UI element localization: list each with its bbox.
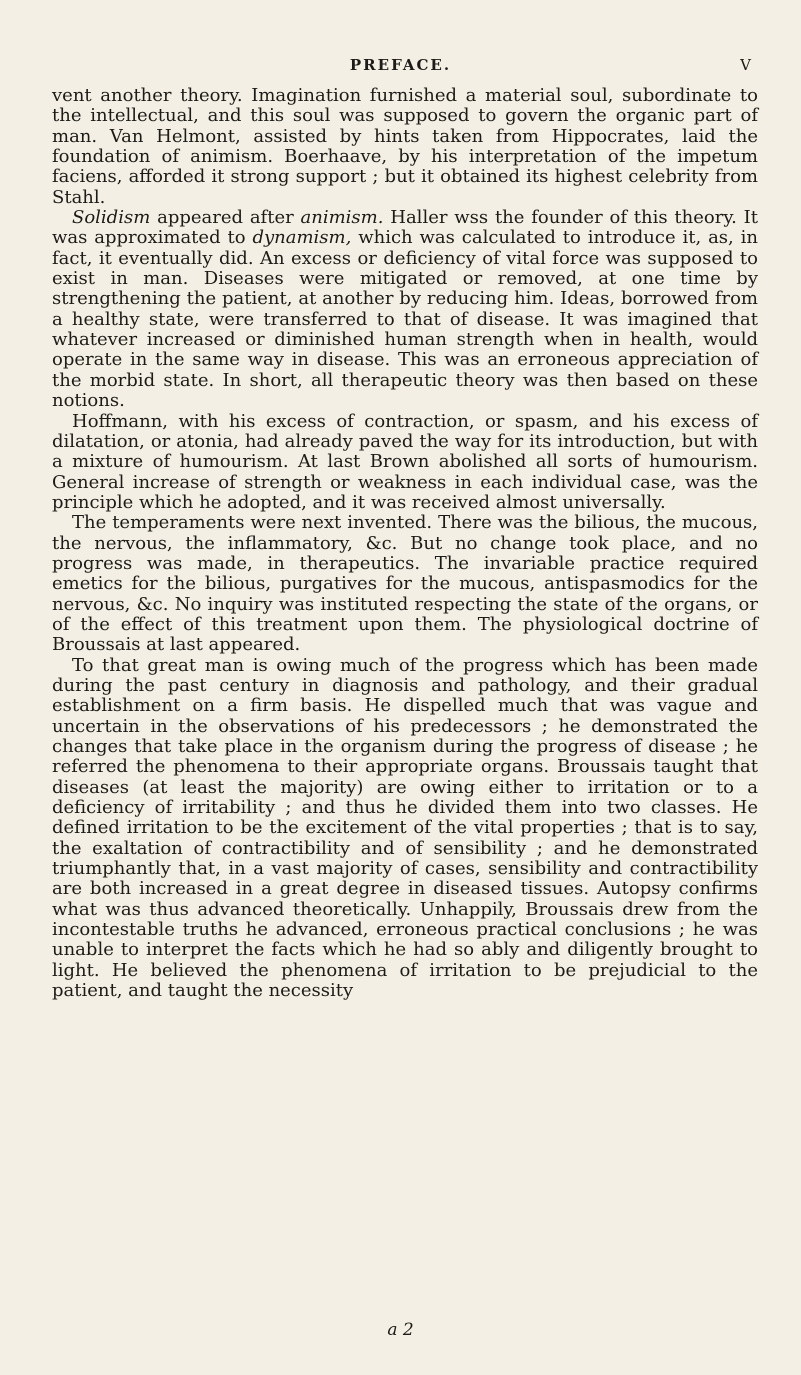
italic-term: Solidism: [72, 207, 151, 229]
paragraph-2: [52, 208, 758, 411]
italic-term: animism.: [300, 207, 384, 229]
paragraph-4: [52, 513, 758, 655]
body-text: [52, 86, 758, 1001]
italic-term: dynamism,: [252, 227, 352, 249]
running-title: PREFACE.: [349, 56, 452, 74]
text-run: The temperaments were next invented. There was the bilious, the mucous, the nervous, the inflammatory, &c. But no change took place, and no progress was made, in therapeutics. The invariable practice required emetics for the bilious, purgatives for the mucous, antispasmodics for the nervous, &c. No inquiry was instituted respecting the state of the organs, or of the effect of this treatment upon them. The physiological doctrine of Broussais at last appeared.: [52, 512, 758, 656]
text-run: To that great man is owing much of the progress which has been made during the past century in diagnosis and pathology, and their gradual establishment on a firm basis. He dispelled much that was vague and uncertain in the observations of his predecessors ; he demonstrated the changes that take place in the organism during the progress of disease ; he referred the phenomena to their appropriate organs. Broussais taught that diseases (at least the majority) are owing either to irritation or to a deficiency of irritability ; and thus he divided them into two classes. He defined irritation to be the excitement of the vital properties ; that is to say, the exaltation of contractibility and of sensibility ; and he demonstrated triumphantly that, in a vast majority of cases, sensibility and contractibility are both increased in a great degree in diseased tissues. Autopsy confirms what was thus advanced theoretically. Unhappily, Broussais drew from the incontestable truths he advanced, erroneous practical conclusions ; he was unable to interpret the facts which he had so ably and diligently brought to light. He believed the phenomena of irritation to be prejudicial to the patient, and taught the necessity: [52, 654, 758, 1002]
paragraph-5: [52, 656, 758, 1002]
paragraph-3: [52, 412, 758, 514]
paragraph-1: [52, 86, 758, 208]
printer-signature: a 2: [387, 1320, 414, 1340]
text-run: appeared after: [150, 207, 301, 229]
page-header: [0, 56, 801, 80]
page-number: V: [740, 56, 751, 74]
text-run: vent another theory. Imagination furnished a material soul, subordinate to the intellectual, and this soul was supposed to govern the organic part of man. Van Helmont, assisted by hints taken from Hippocrates, laid the foundation of animism. Boerhaave, by his interpretation of the impetum faciens, afforded it strong support ; but it obtained its highest celebrity from Stahl.: [52, 85, 758, 208]
text-run: Hoffmann, with his excess of contraction, or spasm, and his excess of dilatation, or atonia, had already paved the way for its introduction, but with a mixture of humourism. At last Brown abolished all sorts of humourism. General increase of strength or weakness in each individual case, was the principle which he adopted, and it was received almost universally.: [52, 410, 758, 513]
text-run: which was calculated to introduce it, as, in fact, it eventually did. An excess or deficiency of vital force was supposed to exist in man. Diseases were mitigated or removed, at one time by strengthening the patient, at another by reducing him. Ideas, borrowed from a healthy state, were transferred to that of disease. It was imagined that whatever increased or diminished human strength when in health, would operate in the same way in disease. This was an erroneous appreciation of the morbid state. In short, all therapeutic theory was then based on these notions.: [52, 227, 759, 412]
text-run: Haller wss the founder of this theory. It was approximated to: [52, 207, 758, 249]
